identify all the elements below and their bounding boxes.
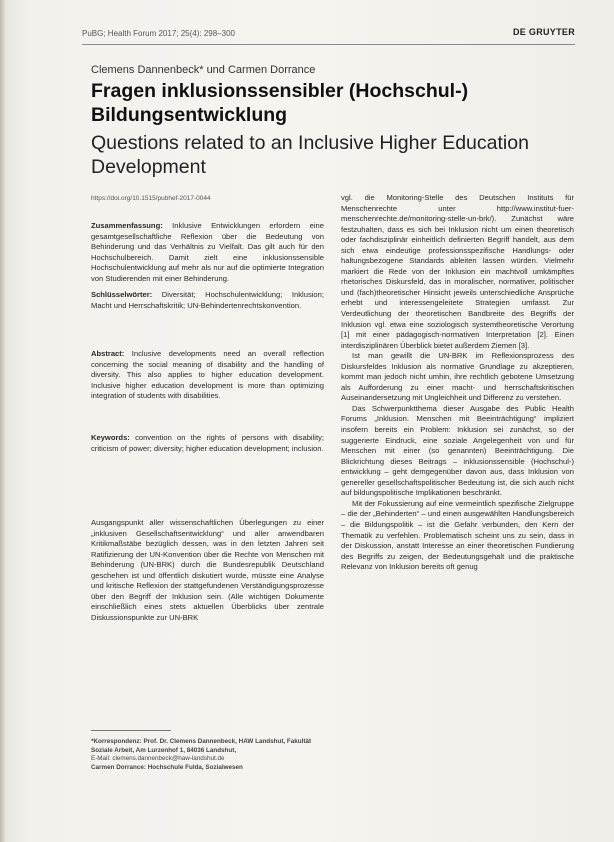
article-title-german: Fragen inklusionssensibler (Hochschul-) Bildungsentwicklung — [91, 80, 469, 126]
abstract-english-label: Abstract: — [91, 349, 125, 358]
body-paragraph-3: Das Schwerpunktthema dieser Ausgabe des Public Health Forums „Inklusion. Menschen mit Beeinträchtigung“ impliziert insofern bereits ein Problem: Inklusion sei zunächst, so der suggerierte Eindruck, eine soziale Angelegenheit von und für Menschen mit einer (so genannten) Beeinträchtigung. Die Blickrichtung dieses Beitrags – inklusionssensible (Hochschul-) entwicklung – geht demgegenüber davon aus, dass Inklusion von genereller gesellschaftspolitischer Bedeutung ist, die sich auch nicht auf bildungspolitische Implikationen beschränkt. — [341, 403, 574, 498]
intro-paragraph: Ausgangspunkt aller wissenschaftlichen Überlegungen zu einer „inklusiven Gesellschaftsentwicklung“ und aller anwendbaren Kritikmaßstäbe bezüglich dessen, was in den letzten Jahren seit Ratifizierung der UN-Konvention über die Rechte von Menschen mit Behinderung (UN-BRK) durch die Bundesrepublik Deutschland geschehen ist und öffentlich diskutiert wurde, müsste eine Analyse und kritische Reflexion der stattgefundenen Verständigungsprozesse über den Begriff der Inklusion sein. (Alle wichtigen Dokumente einschließlich eines stets aktuellen Überblicks über zentrale Diskussionspunkte zur UN-BRK — [91, 518, 324, 622]
keywords-german-text: Diversität; Hochschulentwicklung; Inklusion; Macht und Herrschaftskritik; UN-Behindertenrechtskonvention. — [91, 290, 324, 310]
footnote-email[interactable]: E-Mail: clemens.dannenbeck@haw-landshut.de — [91, 755, 225, 763]
right-column — [341, 193, 574, 573]
article-authors: Clemens Dannenbeck* und Carmen Dorrance — [91, 64, 316, 76]
keywords-english-label: Keywords: — [91, 433, 130, 442]
footnote-coauthor: Carmen Dorrance: Hochschule Fulda, Sozialwesen — [91, 763, 243, 771]
keywords-german-label: Schlüsselwörter: — [91, 290, 153, 299]
running-header — [82, 27, 575, 41]
doi-link[interactable]: https://doi.org/10.1515/pubhef-2017-0044 — [91, 195, 211, 202]
body-paragraph-4: Mit der Fokussierung auf eine vermeintlich spezifische Zielgruppe – die der „Behinderten“ – und einen ausgewählten Handlungsbereich – die Bildungspolitik – ist die Gefahr verbunden, den Kern der Thematik zu verfehlen. Problematisch scheint uns zu sein, dass in der Diskussion, anstatt Interesse an einer theoretischen Fundierung des Begriffs zu zeigen, der Bedeutungsgehalt und die praktische Relevanz von Inklusion bereits oft genug — [341, 498, 574, 572]
keywords-german — [91, 290, 324, 311]
keywords-english-text: convention on the rights of persons with disability; criticism of power; diversity; higher education development; inclusion. — [91, 433, 324, 453]
keywords-english — [91, 433, 324, 454]
abstract-german-label: Zusammenfassung: — [91, 221, 163, 230]
footnote-rule — [91, 730, 171, 731]
header-rule — [82, 44, 575, 45]
abstract-german — [91, 221, 324, 284]
abstract-english-text: Inclusive developments need an overall reflection concerning the social meaning of disability and the handling of diversity. This also applies to higher education development. Inclusive higher education development is more than optimizing integration of students with disabilities. — [91, 349, 324, 401]
body-paragraph-1: vgl. die Monitoring-Stelle des Deutschen Instituts für Menschenrechte unter http://www.institut-fuer-menschenrechte.de/monitoring-stelle-un-brk/). Zunächst wäre festzuhalten, dass es sich bei Inklusion nicht um einen theoretisch oder fachdisziplinär einheitlich definierten Begriff handelt, aus dem sich etwa eindeutige professionsspezifische Handlungs- oder haltungsbezogene Standards ableiten lassen würden. Vielmehr markiert die Rede von der Inklusion ein machtvoll umkämpftes rhetorisches Diskursfeld, das in moralischer, normativer, politischer und (fach)theoretischer Hinsicht jeweils unterschiedliche Ansprüche erhebt und interessengeleitete Strategien umfasst. Zur Verdeutlichung der theoretischen Bandbreite des Begriffs der Inklusion vgl. etwa eine soziologisch systemtheoretische Verortung [1] mit einer pädagogisch-normativen Interpretation [2]. Einen interdisziplinären Überblick bietet außerdem Ziemen [3]. — [341, 193, 574, 350]
abstract-english — [91, 349, 324, 402]
page-fold-shadow — [0, 0, 6, 842]
footnote-correspondence: *Korrespondenz: Prof. Dr. Clemens Dannenbeck, HAW Landshut, Fakultät Soziale Arbeit, Am Lurzenhof 1, 84036 Landshut, — [91, 738, 312, 754]
correspondence-footnote — [91, 738, 324, 772]
article-title-english: Questions related to an Inclusive Higher Education Development — [91, 132, 529, 178]
body-paragraph-2: Ist man gewillt die UN-BRK im Reflexionsprozess des Diskursfeldes Inklusion als normative Grundlage zu akzeptieren, kommt man jedoch nicht umhin, ihre rechtlich gebotene Umsetzung als Aufforderung zu einer macht- und herrschaftskritischen Auseinandersetzung mit Ungleichheit und Differenz zu verstehen. — [341, 351, 574, 403]
body-text-left — [91, 518, 324, 623]
publisher-logo: DE GRUYTER — [512, 27, 575, 37]
journal-citation: PuBG; Health Forum 2017; 25(4): 298–300 — [82, 29, 235, 38]
abstract-german-text: Inklusive Entwicklungen erfordern eine gesamtgesellschaftliche Reflexion über die Bedeutung von Behinderung und das Verhältnis zu Vielfalt. Das gilt auch für den Hochschulbereich. Damit zielt eine inklusionssensible Hochschulentwicklung auf mehr als nur auf die optimierte Integration von Studierenden mit einer Behinderung. — [91, 221, 324, 283]
